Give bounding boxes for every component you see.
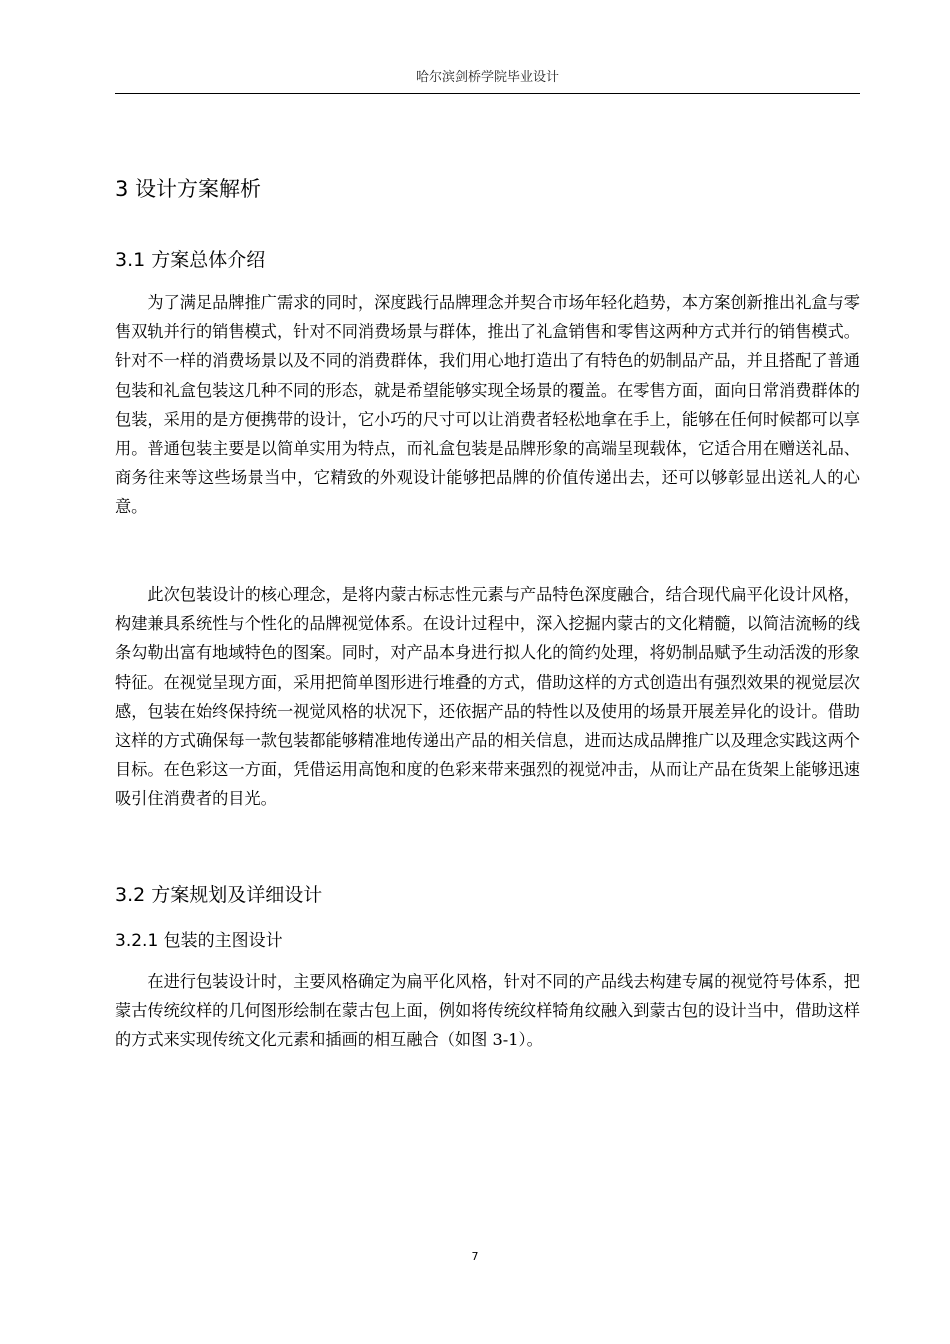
chapter-title: 3 设计方案解析: [115, 177, 262, 201]
paragraph-3-1-b: 此次包装设计的核心理念，是将内蒙古标志性元素与产品特色深度融合，结合现代扁平化设计风格，构建兼具系统性与个性化的品牌视觉体系。在设计过程中，深入挖掘内蒙古的文化精髓，以简洁流畅的线条勾勒出富有地域特色的图案。同时，对产品本身进行拟人化的简约处理，将奶制品赋予生动活泼的形象特征。在视觉呈现方面，采用把简单图形进行堆叠的方式，借助这样的方式创造出有强烈效果的视觉层次感，包装在始终保持统一视觉风格的状况下，还依据产品的特性以及使用的场景开展差异化的设计。借助这样的方式确保每一款包装都能够精准地传递出产品的相关信息，进而达成品牌推广以及理念实践这两个目标。在色彩这一方面，凭借运用高饱和度的色彩来带来强烈的视觉冲击，从而让产品在货架上能够迅速吸引住消费者的目光。: [115, 585, 860, 809]
page-header: 哈尔滨剑桥学院毕业设计: [415, 70, 559, 85]
header-rule: [115, 93, 860, 94]
paragraph-3-1-a: 为了满足品牌推广需求的同时，深度践行品牌理念并契合市场年轻化趋势，本方案创新推出礼盒与零售双轨并行的销售模式，针对不同消费场景与群体，推出了礼盒销售和零售这两种方式并行的销售模式。针对不一样的消费场景以及不同的消费群体，我们用心地打造出了有特色的奶制品产品，并且搭配了普通包装和礼盒包装这几种不同的形态，就是希望能够实现全场景的覆盖。在零售方面，面向日常消费群体的包装，采用的是方便携带的设计，它小巧的尺寸可以让消费者轻松地拿在手上，能够在任何时候都可以享用。普通包装主要是以简单实用为特点，而礼盒包装是品牌形象的高端呈现载体，它适合用在赠送礼品、商务往来等这些场景当中，它精致的外观设计能够把品牌的价值传递出去，还可以够彰显出送礼人的心意。: [115, 293, 860, 517]
section-title-3-2: 3.2 方案规划及详细设计: [115, 884, 323, 906]
paragraph-3-2-1: 在进行包装设计时，主要风格确定为扁平化风格，针对不同的产品线去构建专属的视觉符号体系，把蒙古传统纹样的几何图形绘制在蒙古包上面，例如将传统纹样犄角纹融入到蒙古包的设计当中，借助这样的方式来实现传统文化元素和插画的相互融合（如图 3-1）。: [115, 972, 860, 1050]
section-title-3-1: 3.1 方案总体介绍: [115, 249, 266, 271]
subsection-title-3-2-1: 3.2.1 包装的主图设计: [115, 931, 283, 951]
page-number: 7: [471, 1250, 479, 1263]
